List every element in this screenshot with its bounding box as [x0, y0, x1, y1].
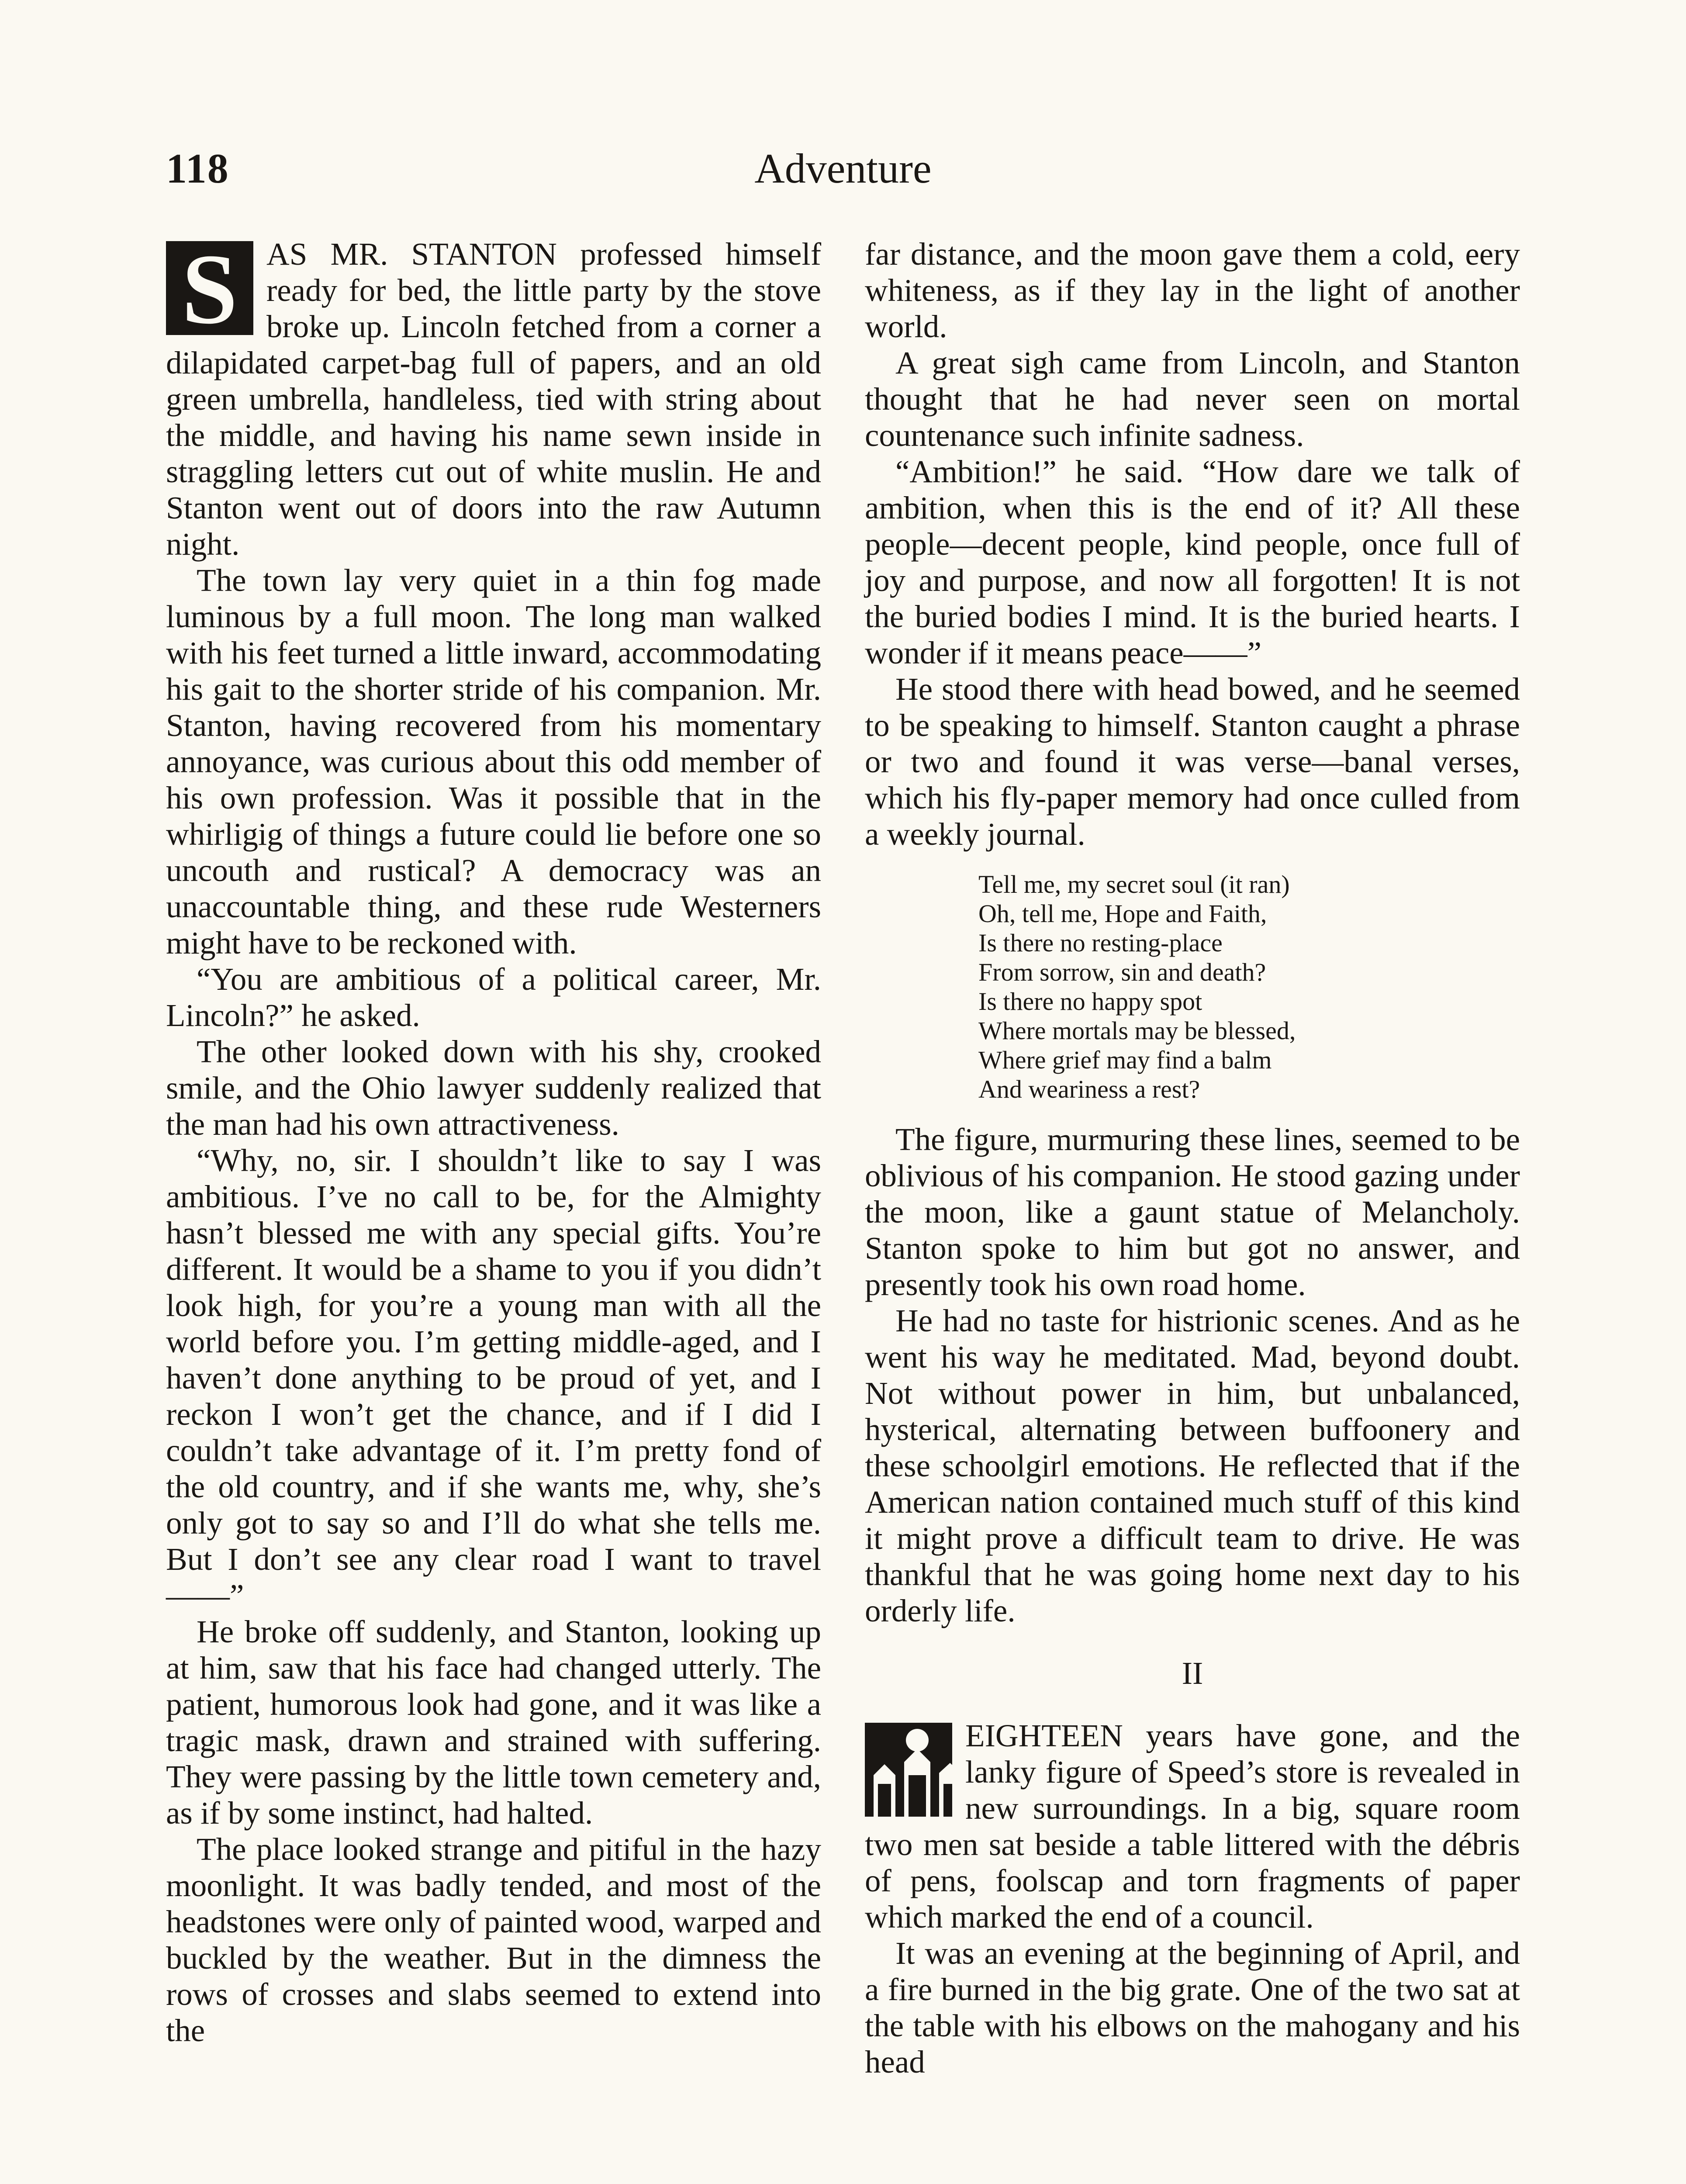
cityscape-illustration-icon [865, 1723, 952, 1817]
verse-line: Oh, tell me, Hope and Faith, [978, 899, 1267, 928]
section-opening-text: years have gone, and the lanky figure of Speed’s store is revealed in new surroundings. In a big, square room two men sat beside a table littered with the débris of pens, foolscap and torn fragments of paper which marked the end of a council. [865, 1718, 1520, 1935]
paragraph: The place looked strange and pitiful in the hazy moonlight. It was badly tended, and most of the headstones were only of painted wood, warped and buckled by the weather. But in the dimness the rows of crosses and slabs seemed to extend into the [166, 1832, 821, 2048]
paragraph: “Why, no, sir. I shouldn’t like to say I was ambitious. I’ve no call to be, for the Almighty hasn’t blessed me with any special gifts. You’re different. It would be a shame to you if you didn’t look high, for you’re a young man with all the world before you. I’m getting middle-aged, and I haven’t done anything to be proud of yet, and I reckon I won’t get the chance, and if I did I couldn’t take advantage of it. I’m pretty fond of the old country, and if she wants me, why, she’s only got to say so and I’ll do what she tells me. But I don’t see any clear road I want to travel——” [166, 1143, 821, 1613]
dropcap-letter: S [182, 241, 238, 335]
opening-lead-in: AS MR. STANTON [266, 236, 557, 272]
page-number: 118 [166, 145, 229, 192]
page-header [166, 144, 1520, 201]
verse-line: From sorrow, sin and death? [978, 958, 1266, 986]
section-dropcap-illustration [865, 1723, 952, 1817]
paragraph: The other looked down with his shy, crooked smile, and the Ohio lawyer suddenly realized that the man had his own attractiveness. [166, 1034, 821, 1142]
left-column [166, 236, 821, 2049]
verse-block [978, 870, 1520, 1104]
verse-line: Where grief may find a balm [978, 1046, 1272, 1074]
paragraph: The figure, murmuring these lines, seemed to be oblivious of his companion. He stood gazing under the moon, like a gaunt statue of Melancholy. Stanton spoke to him but got no answer, and presently took his own road home. [865, 1122, 1520, 1302]
paragraph: It was an evening at the beginning of April, and a fire burned in the big grate. One of the two sat at the table with his elbows on the mahogany and his head [865, 1935, 1520, 2080]
paragraph: He stood there with head bowed, and he seemed to be speaking to himself. Stanton caught a phrase or two and found it was verse—banal verses, which his fly-paper memory had once culled from a weekly journal. [865, 671, 1520, 852]
paragraph: He broke off suddenly, and Stanton, looking up at him, saw that his face had changed utterly. The patient, humorous look had gone, and it was like a tragic mask, drawn and strained with suffering. They were passing by the little town cemetery and, as if by some instinct, had halted. [166, 1614, 821, 1831]
verse-line: Where mortals may be blessed, [978, 1016, 1296, 1045]
dropcap-illustration [166, 241, 253, 335]
verse-line: Is there no resting-place [978, 929, 1223, 957]
opening-text: professed himself ready for bed, the little party by the stove broke up. Lincoln fetched from a corner a dilapidated carpet-bag full of papers, and an old green umbrella, handleless, tied with string about the middle, and having his name sewn inside in straggling letters cut out of white muslin. He and Stanton went out of doors into the raw Autumn night. [166, 236, 821, 562]
paragraph: A great sigh came from Lincoln, and Stanton thought that he had never seen on mortal countenance such infinite sadness. [865, 345, 1520, 453]
verse-line: Tell me, my secret soul (it ran) [978, 870, 1290, 898]
paragraph: “You are ambitious of a political career, Mr. Lincoln?” he asked. [166, 961, 821, 1033]
section-number: II [1182, 1655, 1203, 1691]
verse-line: Is there no happy spot [978, 987, 1202, 1016]
continuation-paragraph: far distance, and the moon gave them a cold, eery whiteness, as if they lay in the light of another world. [865, 236, 1520, 344]
opening-paragraph [166, 236, 821, 562]
section-opening-paragraph [865, 1717, 1520, 1935]
running-head-title: Adventure [754, 145, 932, 192]
paragraph: “Ambition!” he said. “How dare we talk of ambition, when this is the end of it? All these people—decent people, kind people, once full of joy and purpose, and now all forgotten! It is not the buried bodies I mind. It is the buried hearts. I wonder if it means peace——” [865, 454, 1520, 670]
verse-line: And weariness a rest? [978, 1075, 1200, 1103]
section-lead-in: EIGHTEEN [965, 1718, 1123, 1753]
paragraph: The town lay very quiet in a thin fog made luminous by a full moon. The long man walked with his feet turned a little inward, accommodating his gait to the shorter stride of his companion. Mr. Stanton, having recovered from his momentary annoyance, was curious about this odd member of his own profession. Was it possible that in the whirligig of things a future could lie before one so uncouth and rustical? A democracy was an unaccountable thing, and these rude Westerners might have to be reckoned with. [166, 563, 821, 961]
right-column [865, 236, 1520, 2080]
paragraph: He had no taste for histrionic scenes. And as he went his way he meditated. Mad, beyond doubt. Not without power in him, but unbalanced, hysterical, alternating between buffoonery and these schoolgirl emotions. He reflected that if the American nation contained much stuff of this kind it might prove a difficult team to drive. He was thankful that he was going home next day to his orderly life. [865, 1303, 1520, 1628]
